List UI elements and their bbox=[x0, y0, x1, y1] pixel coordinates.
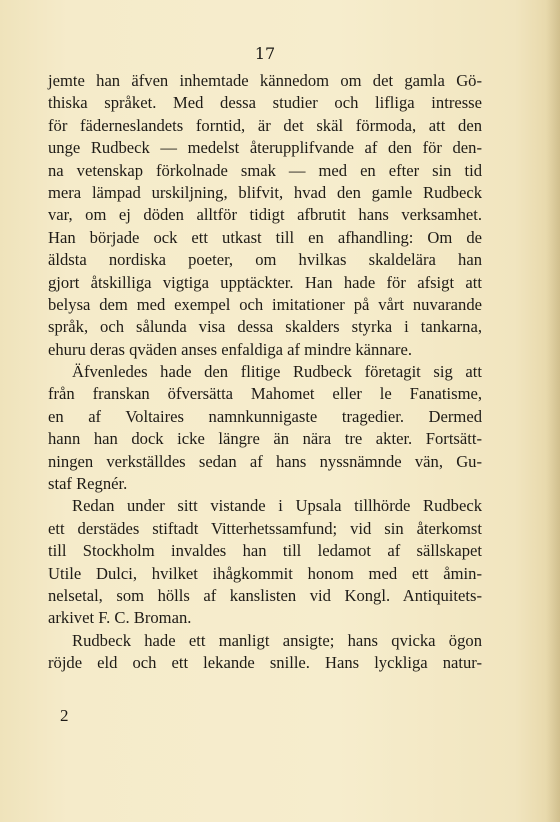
text-line: thiska språket. Med dessa studier och lifliga intresse bbox=[48, 93, 482, 113]
signature-mark: 2 bbox=[60, 706, 69, 725]
text-line: språk, och sålunda visa dessa skalders styrka i tankarna, bbox=[48, 317, 482, 337]
text-line: belysa dem med exempel och imitationer på vårt nuvarande bbox=[48, 294, 482, 314]
text-line: ningen verkställdes sedan af hans nyssnämnde vän, Gu- bbox=[48, 451, 482, 471]
text-line: jemte han äfven inhemtade kännedom om det gamla Gö- bbox=[48, 71, 482, 90]
text-line: mera lämpad urskiljning, blifvit, hvad den gamle Rudbeck bbox=[48, 182, 482, 202]
text-line: från franskan öfversätta Mahomet eller le Fanatisme, bbox=[48, 384, 482, 404]
text-line: na vetenskap förkolnade smak — med en efter sin tid bbox=[48, 160, 482, 180]
text-line: ehuru deras qväden anses enfaldiga af mindre kännare. bbox=[48, 339, 412, 359]
text-line: en af Voltaires namnkunnigaste tragedier. Dermed bbox=[48, 406, 482, 426]
text-line: ett derstädes stiftadt Vitterhetssamfund; vid sin återkomst bbox=[48, 518, 482, 538]
text-line: äldsta nordiska poeter, om hvilkas skaldelära han bbox=[48, 250, 482, 270]
body-text bbox=[48, 70, 482, 675]
text-line: röjde eld och ett lekande snille. Hans lyckliga natur- bbox=[48, 653, 482, 673]
text-line: Äfvenledes hade den flitige Rudbeck företagit sig att bbox=[72, 362, 482, 382]
text-line: Han började ock ett utkast till en afhandling: Om de bbox=[48, 227, 482, 247]
text-line: var, om ej döden alltför tidigt afbrutit hans verksamhet. bbox=[48, 205, 482, 225]
text-line: staf Regnér. bbox=[48, 474, 128, 494]
text-line: för fäderneslandets forntid, är det skäl förmoda, att den bbox=[48, 115, 482, 135]
page-number: 17 bbox=[254, 44, 276, 63]
text-line: unge Rudbeck — medelst återupplifvande af den för den- bbox=[48, 138, 482, 158]
text-line: Rudbeck hade ett manligt ansigte; hans qvicka ögon bbox=[72, 630, 482, 650]
text-line: gjort åtskilliga vigtiga upptäckter. Han hade för afsigt att bbox=[48, 272, 482, 292]
text-line: arkivet F. C. Broman. bbox=[48, 608, 192, 628]
text-line: Redan under sitt vistande i Upsala tillhörde Rudbeck bbox=[72, 496, 482, 516]
text-line: till Stockholm invaldes han till ledamot af sällskapet bbox=[48, 541, 482, 561]
text-line: nelsetal, som hölls af kanslisten vid Kongl. Antiquitets- bbox=[48, 585, 482, 605]
text-line: Utile Dulci, hvilket ihågkommit honom med ett åmin- bbox=[48, 563, 482, 583]
page-edge-shadow bbox=[546, 0, 560, 822]
text-line: hann han dock icke längre än nära tre akter. Fortsätt- bbox=[48, 429, 482, 449]
